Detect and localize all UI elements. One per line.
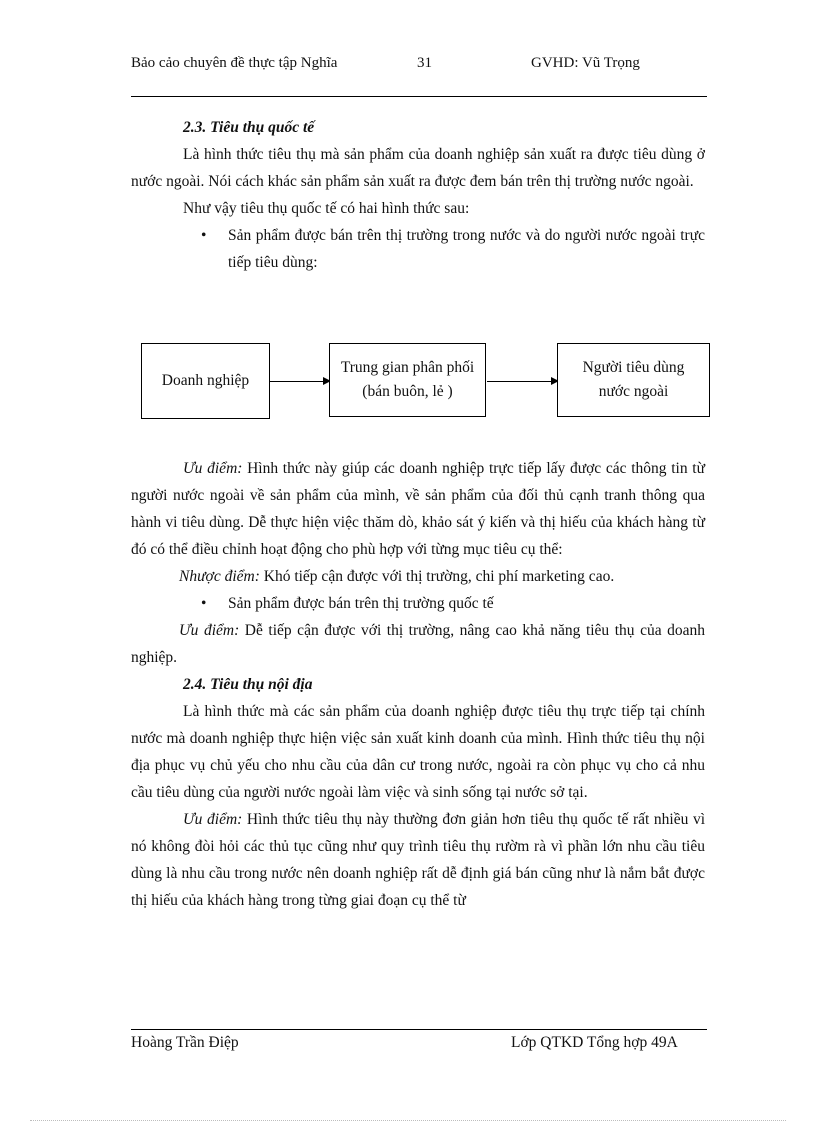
section-2-3-top <box>131 114 705 276</box>
header-advisor: GVHD: Vũ Trọng <box>531 55 640 71</box>
header-rule <box>131 96 707 97</box>
diagram-box-foreign-consumer <box>557 343 710 417</box>
page-number: 31 <box>417 55 432 71</box>
section-heading: 2.3. Tiêu thụ quốc tế <box>183 119 315 136</box>
advantage-label: Ưu điểm: <box>179 622 240 639</box>
header-title: Bảo cảo chuyên đề thực tập Nghĩa <box>131 55 338 71</box>
bullet-text: Sản phẩm được bán trên thị trường quốc tế <box>228 595 494 612</box>
advantage-label: Ưu điểm: <box>183 460 243 477</box>
diagram-arrow <box>269 381 330 382</box>
diagram-box-intermediary <box>329 343 486 417</box>
footer-author: Hoàng Trần Điệp <box>131 1034 239 1051</box>
footer-rule <box>131 1029 707 1030</box>
paragraph-advantage <box>131 806 705 914</box>
advantage-text: Hình thức tiêu thụ này thường đơn giản hơn tiêu thụ quốc tế rất nhiều vì nó không đòi hỏi các thủ tục cũng như quy trình tiêu thụ rườm rà vì phần lớn nhu cầu tiêu dùng là nhu cầu trong nước nên doanh nghiệp rất dễ định giá bán cũng như là nắm bắt được thị hiếu của khách hàng trong từng giai đoạn cụ thể từ <box>131 811 706 909</box>
page-edge-dotted-line <box>30 1120 786 1121</box>
paragraph-advantage <box>131 455 705 563</box>
advantage-label: Ưu điểm: <box>183 811 243 828</box>
diagram-box-label: Doanh nghiệp <box>161 372 250 389</box>
footer-class: Lớp QTKD Tổng hợp 49A <box>511 1034 678 1051</box>
diagram-box-label: Người tiêu dùng nước ngoài <box>582 359 685 400</box>
section-2-3-bottom <box>131 455 705 914</box>
bullet-item <box>131 590 705 617</box>
advantage-text: Hình thức này giúp các doanh nghiệp trực tiếp lấy được các thông tin từ người nước ngoài về sản phẩm của mình, về sản phẩm của đối thủ cạnh tranh thông qua hành vi tiêu dùng. Dễ thực hiện việc thăm dò, khảo sát ý kiến và thị hiếu của khách hàng từ đó có thể điều chỉnh hoạt động cho phù hợp với từng mục tiêu cụ thể: <box>131 460 705 558</box>
disadvantage-text: Khó tiếp cận được với thị trường, chi phí marketing cao. <box>259 568 615 585</box>
section-heading: 2.4. Tiêu thụ nội địa <box>183 676 313 693</box>
paragraph-disadvantage <box>131 563 705 590</box>
diagram-box-enterprise <box>141 343 270 419</box>
disadvantage-label: Nhược điểm: <box>179 568 260 585</box>
paragraph: Như vậy tiêu thụ quốc tế có hai hình thức sau: <box>183 200 470 217</box>
bullet-marker: • <box>201 227 207 244</box>
paragraph: Là hình thức tiêu thụ mà sản phẩm của doanh nghiệp sản xuất ra được tiêu dùng ở nước ngoài. Nói cách khác sản phẩm sản xuất ra được đem bán trên thị trường nước ngoài. <box>131 146 705 190</box>
diagram-arrow <box>487 381 558 382</box>
paragraph: Là hình thức mà các sản phẩm của doanh nghiệp được tiêu thụ trực tiếp tại chính nước mà doanh nghiệp thực hiện việc sản xuất kinh doanh của mình. Hình thức tiêu thụ nội địa phục vụ chủ yếu cho nhu cầu của dân cư trong nước, ngoài ra còn phục vụ cho cả nhu cầu tiêu dùng của người nước ngoài làm việc và sinh sống tại nước sở tại. <box>131 703 705 801</box>
diagram-box-label: Trung gian phân phối (bán buôn, lẻ ) <box>340 359 475 400</box>
bullet-item <box>131 222 705 276</box>
paragraph-advantage <box>131 617 705 671</box>
advantage-text: Dễ tiếp cận được với thị trường, nâng cao khả năng tiêu thụ của doanh nghiệp. <box>131 622 705 666</box>
bullet-text: Sản phẩm được bán trên thị trường trong nước và do người nước ngoài trực tiếp tiêu dùng: <box>228 227 705 271</box>
bullet-marker: • <box>201 595 207 612</box>
